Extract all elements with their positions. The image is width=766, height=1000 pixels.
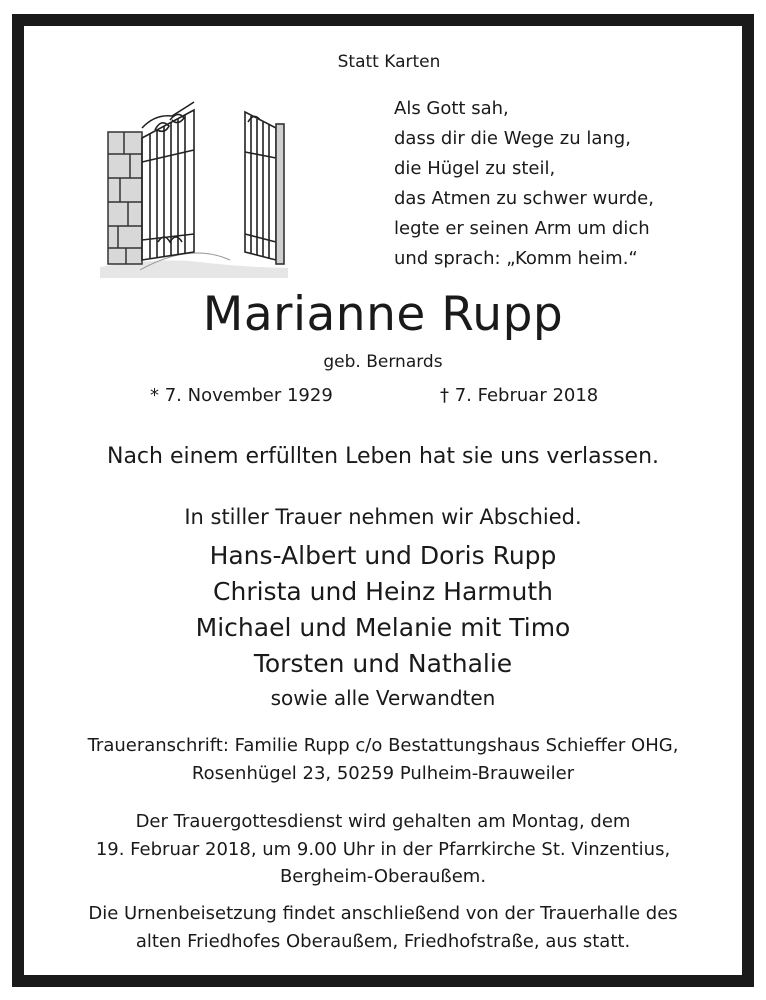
family-entry: Torsten und Nathalie [253,649,513,678]
urn-burial-info [0,900,766,956]
funeral-service-info [0,808,766,891]
poem [394,94,654,274]
poem-line: und sprach: „Komm heim.“ [394,248,638,269]
death-date: † 7. Februar 2018 [440,385,599,406]
urn-line: Die Urnenbeisetzung findet anschließend von der Trauerhalle des [88,903,678,924]
statt-karten-label: Statt Karten [337,52,441,72]
birth-date: * 7. November 1929 [150,385,333,406]
deceased-name: Marianne Rupp [202,287,564,342]
mourning-address [0,732,766,788]
service-line: 19. Februar 2018, um 9.00 Uhr in der Pfarrkirche St. Vinzentius, [95,838,671,860]
family-entry: Michael und Melanie mit Timo [195,613,571,642]
farewell-statement: In stiller Trauer nehmen wir Abschied. [184,505,582,529]
service-line: Der Trauergottesdienst wird gehalten am Montag, dem [135,811,631,832]
mourner-families [0,538,766,682]
urn-line: alten Friedhofes Oberaußem, Friedhofstraße, aus statt. [135,931,631,952]
family-entry: Hans-Albert und Doris Rupp [209,541,557,570]
birth-name: geb. Bernards [323,352,443,372]
cemetery-gate-illustration [100,92,288,278]
poem-line: Als Gott sah, [394,98,509,119]
poem-line: das Atmen zu schwer wurde, [394,188,654,209]
poem-line: legte er seinen Arm um dich [394,218,650,239]
poem-line: dass dir die Wege zu lang, [394,128,631,149]
family-entry: Christa und Heinz Harmuth [213,577,553,606]
address-line: Rosenhügel 23, 50259 Pulheim-Brauweiler [191,763,575,784]
address-line: Traueranschrift: Familie Rupp c/o Bestattungshaus Schieffer OHG, [87,735,679,756]
relatives-line: sowie alle Verwandten [270,686,496,710]
fulfilled-life-statement: Nach einem erfüllten Leben hat sie uns verlassen. [106,444,660,469]
poem-line: die Hügel zu steil, [394,158,556,179]
service-line: Bergheim-Oberaußem. [279,866,487,887]
